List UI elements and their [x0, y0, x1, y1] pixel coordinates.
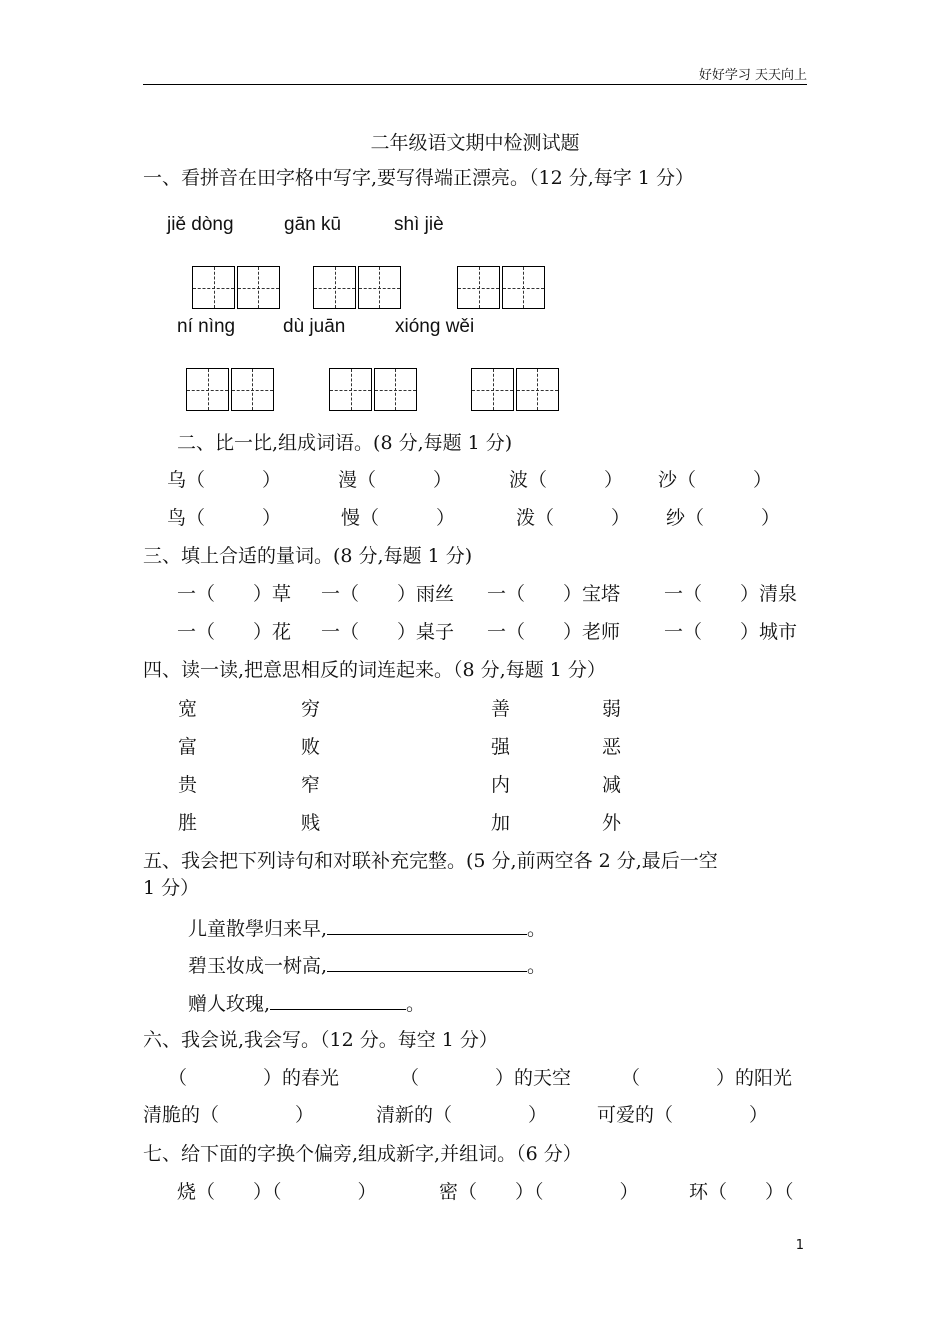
s6-item: （ ）的阳光	[621, 1067, 793, 1089]
s3-item: 一（ ）宝塔	[487, 583, 621, 605]
poem-blank-3[interactable]	[270, 990, 406, 1010]
s4-word: 宽	[178, 698, 198, 720]
s6-item: 可爱的（ ）	[597, 1104, 769, 1126]
s7-item: 环（ ）（	[689, 1181, 794, 1203]
tianzige-4[interactable]	[186, 368, 272, 411]
s2-item: 鸟（ ）	[167, 507, 282, 529]
s3-item: 一（ ）老师	[487, 621, 621, 643]
section-4-heading: 四、读一读,把意思相反的词连起来。（8 分,每题 1 分）	[143, 659, 606, 681]
poem-blank-2[interactable]	[327, 952, 527, 972]
s4-word: 加	[491, 812, 511, 834]
s2-item: 波（ ）	[509, 469, 624, 491]
pinyin-2: gān kū	[284, 214, 342, 235]
s4-word: 败	[301, 736, 321, 758]
s4-word: 弱	[602, 698, 622, 720]
s4-word: 减	[602, 774, 622, 796]
tianzige-5[interactable]	[329, 368, 415, 411]
s4-word: 贱	[301, 812, 321, 834]
poem-line-2	[188, 951, 546, 978]
pinyin-3: shì jiè	[394, 214, 444, 235]
s3-item: 一（ ）雨丝	[321, 583, 455, 605]
s3-item: 一（ ）草	[177, 583, 292, 605]
s4-word: 善	[491, 698, 511, 720]
section-7-heading: 七、给下面的字换个偏旁,组成新字,并组词。（6 分）	[143, 1143, 582, 1165]
tianzige-3[interactable]	[457, 266, 543, 309]
s6-item: 清脆的（ ）	[143, 1104, 315, 1126]
s6-item: 清新的（ ）	[376, 1104, 548, 1126]
tianzige-2[interactable]	[313, 266, 399, 309]
s2-item: 乌（ ）	[167, 469, 282, 491]
poem-line-1	[188, 914, 546, 941]
pinyin-1: jiě dòng	[167, 214, 234, 235]
section-6-heading: 六、我会说,我会写。（12 分。每空 1 分）	[143, 1029, 498, 1051]
s2-item: 漫（ ）	[338, 469, 453, 491]
tianzige-1[interactable]	[192, 266, 278, 309]
pinyin-6: xióng wěi	[395, 316, 475, 337]
s2-item: 纱（ ）	[666, 507, 781, 529]
poem-blank-1[interactable]	[327, 915, 527, 935]
page-title: 二年级语文期中检测试题	[370, 132, 580, 154]
s6-item: （ ）的春光	[168, 1067, 340, 1089]
s4-word: 内	[491, 774, 511, 796]
poem-end-mark: 。	[406, 993, 426, 1015]
tianzige-6[interactable]	[471, 368, 557, 411]
poem-line-3	[188, 989, 425, 1016]
s7-item: 烧（ ）（ ）	[177, 1181, 377, 1203]
s4-word: 恶	[602, 736, 622, 758]
section-5-heading-cont: 1 分）	[143, 877, 200, 899]
pinyin-5: dù juān	[283, 316, 346, 337]
s3-item: 一（ ）城市	[664, 621, 798, 643]
s3-item: 一（ ）桌子	[321, 621, 455, 643]
s7-item: 密（ ）（ ）	[439, 1181, 639, 1203]
s4-word: 穷	[301, 698, 321, 720]
section-2-heading: 二、比一比,组成词语。(8 分,每题 1 分)	[177, 432, 513, 454]
pinyin-4: ní nìng	[177, 316, 236, 337]
s4-word: 贵	[178, 774, 198, 796]
s2-item: 慢（ ）	[341, 507, 456, 529]
poem-line-2-text: 碧玉妆成一树高,	[188, 955, 328, 977]
poem-line-3-text: 赠人玫瑰,	[188, 993, 271, 1015]
s4-word: 富	[178, 736, 198, 758]
s4-word: 外	[602, 812, 622, 834]
section-3-heading: 三、填上合适的量词。(8 分,每题 1 分)	[143, 545, 473, 567]
poem-end-mark: 。	[527, 955, 547, 977]
s2-item: 沙（ ）	[658, 469, 773, 491]
s4-word: 强	[491, 736, 511, 758]
poem-line-1-text: 儿童散學归来早,	[188, 918, 328, 940]
section-1-heading: 一、看拼音在田字格中写字,要写得端正漂亮。（12 分,每字 1 分）	[143, 167, 694, 189]
header-motto: 好好学习 天天向上	[698, 68, 807, 83]
header-rule	[143, 84, 807, 85]
s3-item: 一（ ）花	[177, 621, 292, 643]
s2-item: 泼（ ）	[516, 507, 631, 529]
s4-word: 窄	[301, 774, 321, 796]
s6-item: （ ）的天空	[400, 1067, 572, 1089]
s4-word: 胜	[178, 812, 198, 834]
s3-item: 一（ ）清泉	[664, 583, 798, 605]
page-number: 1	[795, 1238, 804, 1253]
poem-end-mark: 。	[527, 918, 547, 940]
section-5-heading: 五、我会把下列诗句和对联补充完整。(5 分,前两空各 2 分,最后一空	[143, 850, 718, 872]
